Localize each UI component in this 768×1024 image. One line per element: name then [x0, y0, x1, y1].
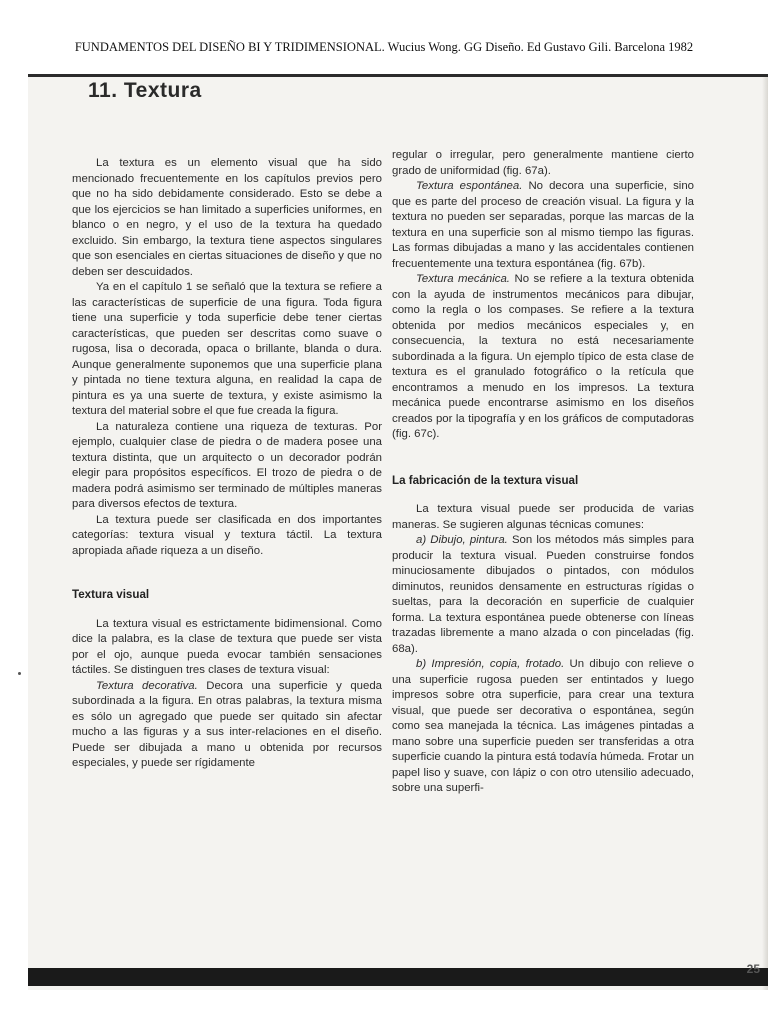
paragraph-text: No decora una superficie, sino que es parte del proceso de creación visual. La figura y la textura no pueden ser separadas, porque las marcas de la textura en una superficie son al mismo tiempo las figuras. Las formas dibujadas a mano y las accidentales contienen frecuentemente una textura espontánea (fig. 67b).: [392, 180, 694, 270]
paragraph: regular o irregular, pero generalmente mantiene cierto grado de uniformidad (fig. 67a).: [392, 149, 694, 177]
paragraph-text: Decora una superficie y queda subordinada a la figura. En otras palabras, la textura misma es sólo un agregado que puede ser quitado sin afectar mucho a las figuras y a sus inter-relaciones en el diseño. Puede ser dibujada a mano u obtenida por recursos especiales, y puede ser rígidamente: [72, 679, 382, 769]
paragraph: La textura visual puede ser producida de varias maneras. Se sugieren algunas técnicas comunes:: [392, 503, 694, 531]
left-column: [72, 156, 382, 772]
page-edge-shadow: [762, 77, 768, 990]
section-heading: La fabricación de la textura visual: [392, 473, 579, 487]
paragraph: Ya en el capítulo 1 se señaló que la textura se refiere a las características de superficie de una figura. Toda figura tiene una superficie y toda superficie debe tener ciertas características, que pueden ser descritas como suave o rugosa, lisa o decorada, opaca o brillante, blanda o dura. Aunque generalmente suponemos que una superficie plana y pintada no tiene textura alguna, en realidad la capa de pintura es ya una suerte de textura, y existe asimismo la textura del material sobre el que fue creada la figura.: [72, 281, 382, 417]
page-number: 25: [746, 962, 760, 976]
paragraph: [392, 179, 694, 272]
term: Textura decorativa.: [96, 679, 198, 692]
paragraph: La textura visual es estrictamente bidimensional. Como dice la palabra, es la clase de textura que puede ser vista por el ojo, aunque pueda evocar también sensaciones táctiles. Se distinguen tres clases de textura visual:: [72, 617, 382, 676]
citation-header: FUNDAMENTOS DEL DISEÑO BI Y TRIDIMENSIONAL. Wucius Wong. GG Diseño. Ed Gustavo Gili. Barcelona 1982: [74, 40, 694, 54]
paragraph-text: Un dibujo con relieve o una superficie rugosa pueden ser entintados y luego impresos sobre otra superficie, para crear una textura visual, que puede ser decorativa o espontánea, según como sea manejada la técnica. Las imágenes pintadas a mano sobre una superficie pueden ser transferidas a otra superficie cuando la pintura está todavía húmeda. Frotar un papel liso y suave, con lápiz o con otro utensilio adecuado, sobre una superfi-: [392, 658, 694, 794]
term: b) Impresión, copia, frotado.: [416, 658, 565, 670]
term: Textura espontánea.: [416, 180, 523, 192]
paragraph: [392, 272, 694, 443]
term: a) Dibujo, pintura.: [416, 534, 508, 546]
scan-bottom-edge: [28, 968, 768, 986]
section-heading: Textura visual: [72, 588, 150, 601]
right-column: [392, 148, 694, 797]
paragraph: [72, 679, 382, 772]
paragraph-text: Son los métodos más simples para producir la textura visual. Pueden construirse fondos minuciosamente dibujados o pintados, con módulos diminutos, reunidos densamente en estructuras rígidas o sueltas, para la decoración en superficie de cualquier forma. La textura espontánea puede obtenerse con líneas trazadas libremente a mano alzada o con pinceladas (fig. 68a).: [392, 534, 694, 655]
paragraph: [392, 657, 694, 797]
scan-speck: [18, 672, 21, 675]
chapter-title: 11. Textura: [88, 79, 202, 102]
paragraph: [392, 533, 694, 657]
paragraph-text: No se refiere a la textura obtenida con la ayuda de instrumentos mecánicos para dibujar, como la regla o los compases. Se refiere a la textura obtenida por medios mecánicos especiales y, en consecuencia, la textura no está necesariamente subordinada a la figura. Un ejemplo típico de esta clase de textura es el granulado fotográfico o la retícula que encontramos a menudo en los impresos. La textura mecánica puede encontrarse asimismo en los diseños creados por la tipografía y en los gráficos de computadoras (fig. 67c).: [392, 273, 694, 440]
paragraph: La textura es un elemento visual que ha sido mencionado frecuentemente en los capítulos previos pero que no ha sido debidamente considerado. Esto se debe a que los ejercicios se han limitado a superficies uniformes, en blanco o en negro, y el uso de la textura ha quedado excluido. Sin embargo, la textura tiene aspectos singulares que son esenciales en ciertas situaciones de diseño y que no deben ser descuidados.: [72, 157, 382, 278]
term: Textura mecánica.: [416, 273, 510, 285]
paragraph: La naturaleza contiene una riqueza de texturas. Por ejemplo, cualquier clase de piedra o de madera posee una textura distinta, que un arquitecto o un decorador podrán elegir para propósitos específicos. El trozo de piedra o de madera podrá asimismo ser terminado de múltiples maneras para diversos efectos de textura.: [72, 420, 382, 510]
paragraph: La textura puede ser clasificada en dos importantes categorías: textura visual y textura táctil. La textura apropiada añade riqueza a un diseño.: [72, 513, 382, 557]
